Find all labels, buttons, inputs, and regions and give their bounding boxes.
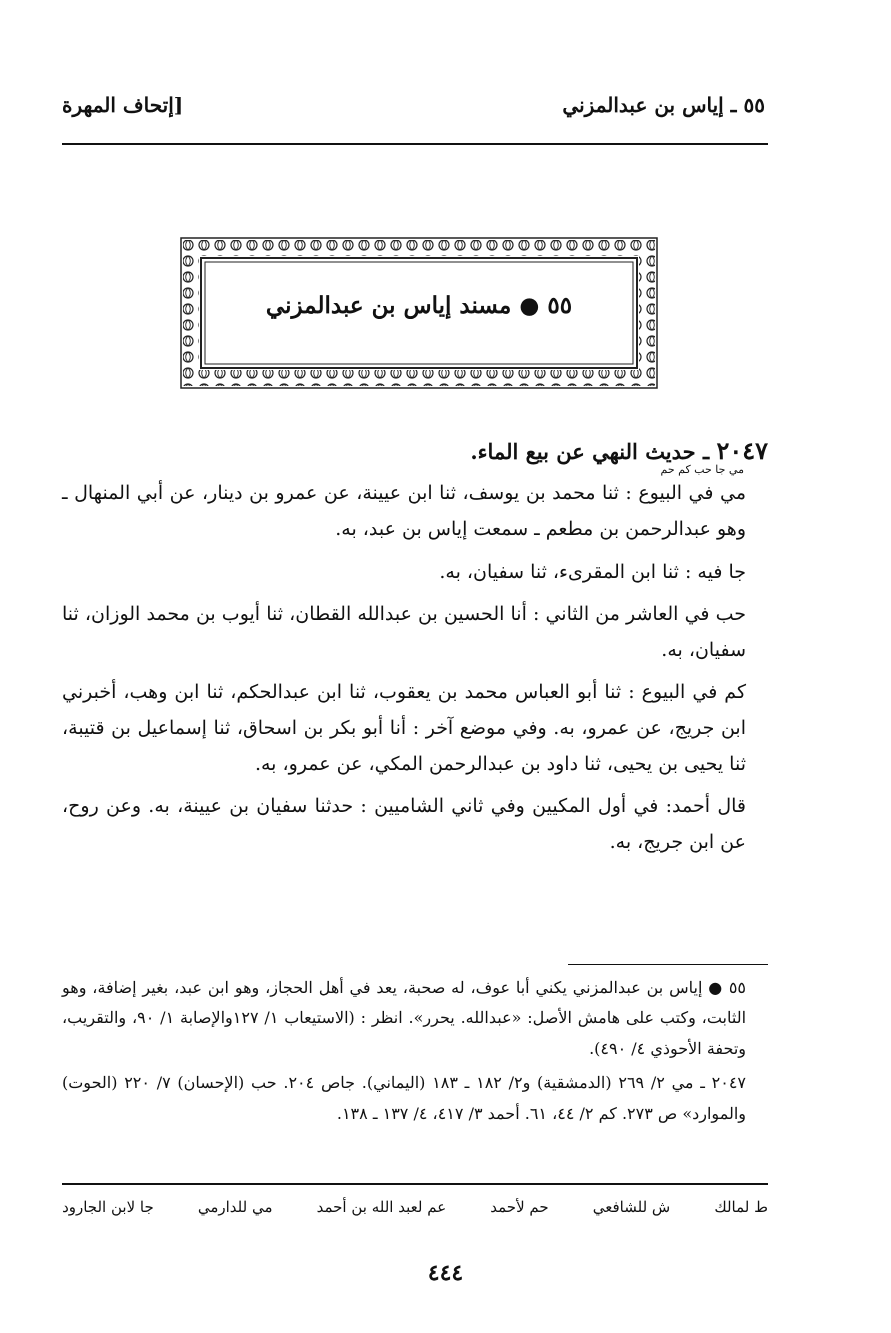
paragraph: كم في البيوع : ثنا أبو العباس محمد بن يعقوب، ثنا ابن عبدالحكم، ثنا ابن وهب، أخبرني ابن جريج، عن عمرو، به. وفي موضع آخر : أنا أبو بكر بن اسحاق، ثنا إسماعيل بن قتيبة، ثنا يحيى بن يحيى، ثنا داود بن عبدالرحمن المكي، عن عمرو، به. bbox=[62, 680, 746, 776]
abbreviation-legend bbox=[62, 1198, 768, 1216]
ornamental-title-frame bbox=[180, 237, 658, 389]
source-abbreviations: مي جا حب كم حم bbox=[660, 463, 744, 477]
footnote: ٥٥ ● إياس بن عبدالمزني يكني أبا عوف، له صحبة، يعد في أهل الحجاز، وهو ابن عبد، بغير إضافة، وهو الثابت، وكتب على هامش الأصل: «عبدالله. يحرر». انظر : (الاستيعاب ١/ ١٢٧والإصابة ١/ ٩٠، والتقريب، وتحفة الأحوذي ٤/ ٤٩٠). bbox=[62, 978, 747, 1058]
footnote-rule bbox=[568, 964, 768, 965]
legend-item: حم لأحمد bbox=[490, 1198, 549, 1216]
running-header-left: [إتحاف المهرة bbox=[62, 93, 184, 117]
page-number: ٤٤٤ bbox=[427, 1260, 464, 1286]
paragraph: جا فيه : ثنا ابن المقرىء، ثنا سفيان، به. bbox=[439, 560, 746, 583]
legend-item: مي للدارمي bbox=[197, 1198, 273, 1216]
legend-item: ط لمالك bbox=[714, 1198, 768, 1216]
main-text bbox=[62, 432, 768, 866]
footnote: ٢٠٤٧ ـ مي ٢/ ٢٦٩ (الدمشقية) و٢/ ١٨٢ ـ ١٨٣ (اليماني). جاص ٢٠٤. حب (الإحسان) ٧/ ٢٢٠ (الحوت) والموارد» ص ٢٧٣. كم ٢/ ٤٤، ٦١. أحمد ٣/ ٤١٧، ٤/ ١٣٧ ـ ١٣٨. bbox=[62, 1073, 747, 1123]
paragraph: قال أحمد: في أول المكيين وفي ثاني الشاميين : حدثنا سفيان بن عيينة، به. وعن روح، عن ابن جريج، به. bbox=[62, 795, 747, 854]
legend-item: ش للشافعي bbox=[592, 1198, 671, 1216]
running-header-right: ٥٥ ـ إياس بن عبدالمزني bbox=[562, 93, 765, 117]
legend-rule bbox=[62, 1183, 768, 1185]
legend-item: عم لعبد الله بن أحمد bbox=[316, 1198, 447, 1216]
paragraph: مي في البيوع : ثنا محمد بن يوسف، ثنا ابن عيينة، عن عمرو بن دينار، عن أبي المنهال ـ وهو عبدالرحمن بن مطعم ـ سمعت إياس بن عبد، به. bbox=[62, 482, 746, 541]
legend-item: جا لابن الجارود bbox=[62, 1198, 154, 1216]
footnotes bbox=[62, 973, 768, 1133]
paragraph: حب في العاشر من الثاني : أنا الحسين بن عبدالله القطان، ثنا أيوب بن محمد الوزان، ثنا سفيان، به. bbox=[62, 602, 746, 661]
header-rule bbox=[62, 143, 768, 145]
hadith-number: ٢٠٤٧ bbox=[716, 436, 768, 465]
hadith-title: ـ حديث النهي عن بيع الماء. bbox=[470, 439, 710, 464]
musnad-title: ٥٥ ● مسند إياس بن عبدالمزني bbox=[265, 292, 573, 319]
